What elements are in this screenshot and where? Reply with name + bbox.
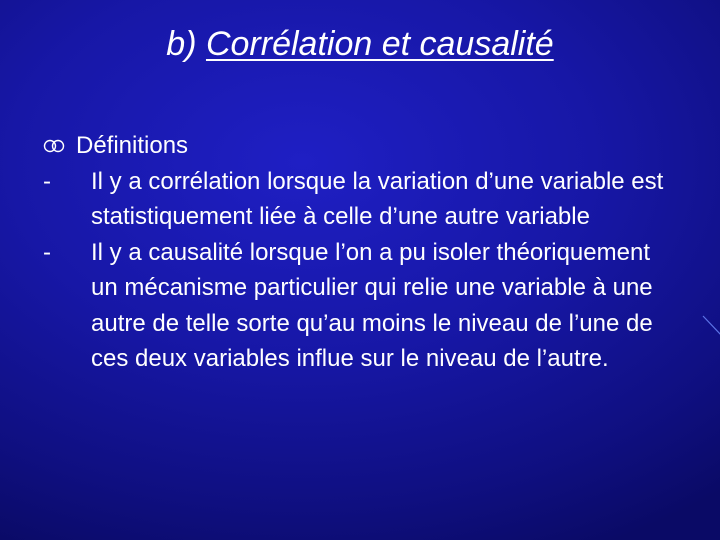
list-item bbox=[40, 164, 700, 235]
list-marker: - bbox=[43, 238, 51, 266]
definition-correlation: Il y a corrélation lorsque la variation d’une variable est statistiquement liée à celle d’une autre variable bbox=[91, 167, 664, 230]
list-marker: - bbox=[43, 167, 51, 195]
heading-row bbox=[40, 128, 700, 164]
slide-title bbox=[166, 22, 553, 66]
definition-causality: Il y a causalité lorsque l’on a pu isoler théoriquement un mécanisme particulier qui relie une variable à une autre de telle sorte qu’au moins le niveau de l’une de ces deux variables influe sur le niveau de l’autre. bbox=[91, 238, 653, 372]
list-item bbox=[40, 235, 700, 377]
slide-title-wrap bbox=[0, 22, 720, 66]
title-main: Corrélation et causalité bbox=[205, 25, 554, 63]
slide-content bbox=[40, 128, 700, 377]
definitions-heading: Définitions bbox=[76, 132, 189, 159]
bullet-symbol-icon bbox=[40, 128, 76, 164]
title-prefix: b) bbox=[166, 25, 197, 63]
